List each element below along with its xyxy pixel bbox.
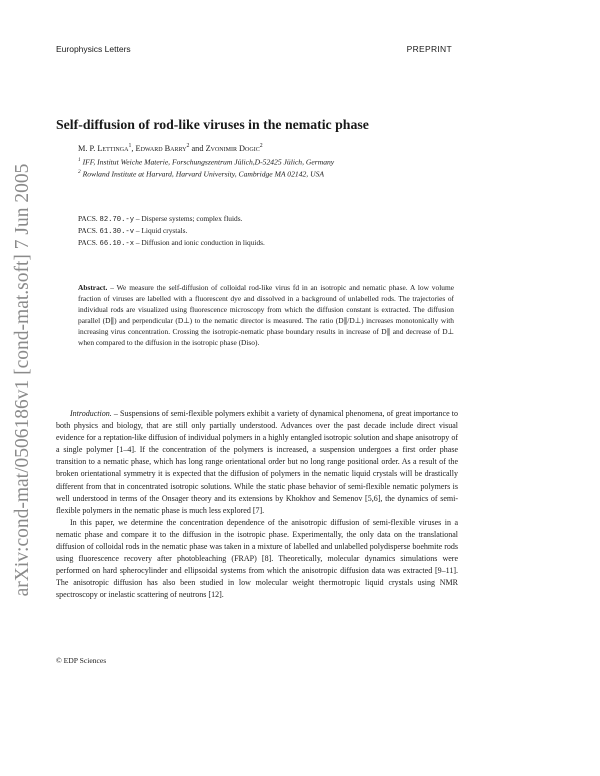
- author-name: Zvonimir Dogic: [205, 143, 260, 153]
- paragraph-text: Suspensions of semi-flexible polymers exhibit a variety of dynamical phenomena, of great importance to both physics and biology, that are still only partially understood. Advances over the past decade include direct visual evidence for a reptation-like diffusion of individual polymers in a highly entangled isotropic solution and shape anisotropy of a single polymer [1–4]. If the concentration of the polymers is increased, a suspension undergoes a first order phase transition to a nematic phase, which has long range orientational order but no long range positional order. As a result of the broken orientational symmetry it is expected that the diffusion of polymers in the nematic liquid crystals will be drastically different from that in concentrated isotropic solutions. While the static phase behavior of semi-flexible nematic polymers is well understood in terms of the Onsager theory and its extensions by Khokhov and Semenov [5,6], the dynamics of semi-flexible polymers in the nematic phase is much less explored [7].: [56, 409, 459, 515]
- affiliation-text: Rowland Institute at Harvard, Harvard University, Cambridge MA 02142, USA: [82, 169, 325, 179]
- pacs-entry: [78, 226, 187, 236]
- copyright-notice: © EDP Sciences: [56, 656, 107, 665]
- pacs-description: – Diffusion and ionic conduction in liquids.: [134, 238, 265, 247]
- affiliation-text: IFF, Institut Weiche Materie, Forschungszentrum Jülich,D-52425 Jülich, Germany: [82, 157, 335, 167]
- affiliation: [78, 169, 324, 179]
- affiliation-mark: 1: [78, 157, 81, 163]
- pacs-entry: [78, 238, 265, 248]
- pacs-prefix: PACS.: [78, 226, 98, 235]
- pacs-code: 82.70.-y: [99, 216, 135, 224]
- paper-title: Self-diffusion of rod-like viruses in the nematic phase: [56, 117, 369, 132]
- pacs-description: – Liquid crystals.: [134, 226, 188, 235]
- body-paragraph: [56, 408, 458, 517]
- arxiv-sidebar-stamp: [8, 150, 38, 610]
- journal-name: Europhysics Letters: [56, 44, 131, 54]
- affiliation: [78, 157, 334, 167]
- author-name: Edward Barry: [135, 143, 187, 153]
- pacs-description: – Disperse systems; complex fluids.: [134, 214, 243, 223]
- arxiv-id: arXiv:cond-mat/0506186v1 [cond-mat.soft] 7 Jun 2005: [12, 163, 33, 597]
- pacs-code: 61.30.-v: [99, 228, 135, 236]
- author-affiliation-mark: 1: [128, 143, 132, 149]
- preprint-label: PREPRINT: [406, 44, 452, 54]
- body-paragraph: In this paper, we determine the concentration dependence of the anisotropic diffusion of semi-flexible viruses in a nematic phase and compare it to the diffusion in the isotropic phase. Experimentally, the only data on the translational diffusion of colloidal rods in the nematic phase was taken in a mixture of labelled and unlabelled polydisperse boehmite rods using fluorescence recovery after photobleaching (FRAP) [8]. Theoretically, molecular dynamics simulations were performed on hard spherocylinder and ellipsoidal systems from which the anisotropic diffusion data was extracted [9–11]. The anisotropic diffusion has also been studied in low molecular weight thermotropic liquid crystals using NMR spectroscopy or inelastic scattering of neutrons [12].: [56, 517, 458, 600]
- pacs-prefix: PACS.: [78, 214, 98, 223]
- author-name: M. P. Lettinga: [78, 143, 129, 153]
- section-dash: –: [111, 409, 121, 418]
- abstract-label: Abstract.: [78, 283, 108, 292]
- abstract-text: We measure the self-diffusion of colloidal rod-like virus fd in an isotropic and nematic phase. A low volume fraction of viruses are labelled with a fluorescent dye and dissolved in a background of unlabelled rods. The trajectories of individual rods are visualized using fluorescence microscopy from which the diffusion constant is extracted. The diffusion parallel (D∥) and perpendicular (D⊥) to the nematic director is measured. The ratio (D∥/D⊥) increases monotonically with increasing virus concentration. Crossing the isotropic-nematic phase boundary results in increase of D∥ and decrease of D⊥ when compared to the diffusion in the isotropic phase (Diso).: [78, 283, 454, 348]
- pacs-entry: [78, 214, 242, 224]
- introduction-paragraph: [56, 408, 458, 602]
- abstract: [78, 282, 454, 349]
- affiliation-mark: 2: [78, 169, 81, 175]
- pacs-code: 66.10.-x: [99, 240, 135, 248]
- author-separator: and: [189, 143, 206, 153]
- author-affiliation-mark: 2: [186, 143, 190, 149]
- author-separator: ,: [131, 143, 136, 153]
- section-label: Introduction.: [70, 409, 112, 418]
- abstract-dash: –: [107, 283, 117, 292]
- pacs-prefix: PACS.: [78, 238, 98, 247]
- author-list: [78, 143, 263, 153]
- author-affiliation-mark: 2: [259, 143, 263, 149]
